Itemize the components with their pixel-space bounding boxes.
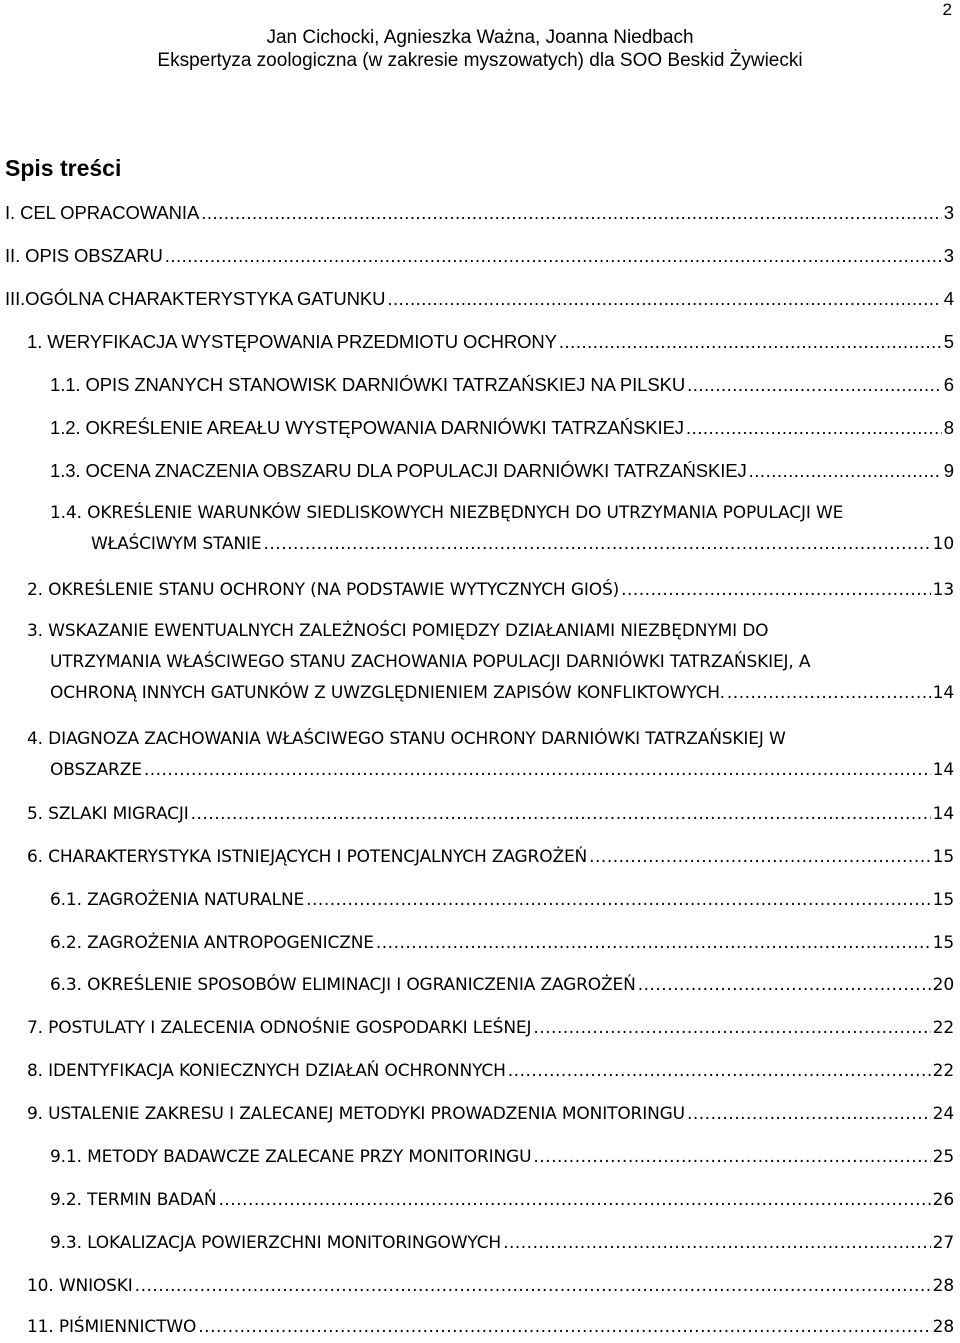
toc-entry-page: 4: [943, 288, 954, 309]
toc-leader-dots: [559, 326, 942, 357]
toc-entry-page: 22: [932, 1061, 954, 1081]
toc-entry-page: 13: [932, 580, 954, 600]
document-header: [0, 26, 960, 72]
toc-entry[interactable]: [27, 326, 954, 357]
header-authors: Jan Cichocki, Agnieszka Ważna, Joanna Niedbach: [266, 27, 694, 48]
toc-entry-page: 15: [932, 890, 954, 910]
toc-entry-page: 25: [932, 1147, 954, 1167]
toc-entry[interactable]: [5, 197, 954, 228]
toc-entry[interactable]: [27, 1271, 954, 1302]
toc-entry-page: 3: [943, 202, 954, 223]
toc-leader-dots: [749, 455, 942, 486]
toc-entry-text: 6.3. OKREŚLENIE SPOSOBÓW ELIMINACJI I OGRANICZENIA ZAGROŻEŃ: [50, 975, 636, 995]
header-title: Ekspertyza zoologiczna (w zakresie myszowatych) dla SOO Beskid Żywiecki: [157, 50, 803, 71]
toc-leader-dots: [727, 678, 931, 709]
toc-entry-page: 24: [932, 1104, 954, 1124]
toc-entry-text: 8. IDENTYFIKACJA KONIECZNYCH DZIAŁAŃ OCHRONNYCH: [27, 1061, 506, 1081]
toc-leader-dots: [191, 799, 931, 830]
toc-entry[interactable]: [50, 1185, 954, 1216]
toc-entry-text-line1: 3. WSKAZANIE EWENTUALNYCH ZALEŻNOŚCI POMIĘDZY DZIAŁANIAMI NIEZBĘDNYMI DO: [27, 621, 769, 641]
toc-entry[interactable]: [27, 1312, 954, 1343]
toc-entry-text: 1. WERYFIKACJA WYSTĘPOWANIA PRZEDMIOTU OCHRONY: [27, 331, 557, 352]
toc-leader-dots: [306, 885, 931, 916]
toc-entry-text-line1: 1.4. OKREŚLENIE WARUNKÓW SIEDLISKOWYCH NIEZBĘDNYCH DO UTRZYMANIA POPULACJI WE: [50, 503, 844, 523]
toc-leader-dots: [533, 1142, 930, 1173]
toc-entry[interactable]: [50, 498, 954, 560]
toc-entry-text: 9.3. LOKALIZACJA POWIERZCHNI MONITORINGOWYCH: [50, 1233, 502, 1253]
toc-entry-text: 6.1. ZAGROŻENIA NATURALNE: [50, 890, 305, 910]
toc-entry-text-line2: UTRZYMANIA WŁAŚCIWEGO STANU ZACHOWANIA POPULACJI DARNIÓWKI TATRZAŃSKIEJ, A: [50, 652, 811, 672]
toc-entry[interactable]: [50, 970, 954, 1001]
toc-leader-dots: [201, 197, 942, 228]
toc-entry[interactable]: [50, 885, 954, 916]
toc-entry-page: 26: [932, 1190, 954, 1210]
toc-entry[interactable]: [27, 575, 954, 606]
page-number: 2: [942, 0, 952, 19]
toc-entry-text: 7. POSTULATY I ZALECENIA ODNOŚNIE GOSPODARKI LEŚNEJ: [27, 1018, 532, 1038]
toc-entry-page: 15: [932, 933, 954, 953]
toc-entry-page: 9: [943, 460, 954, 481]
toc-entry-text: 1.1. OPIS ZNANYCH STANOWISK DARNIÓWKI TATRZAŃSKIEJ NA PILSKU: [50, 374, 686, 395]
toc-leader-dots: [638, 970, 931, 1001]
toc-entry[interactable]: [50, 1142, 954, 1173]
toc-leader-dots: [508, 1056, 931, 1087]
toc-entry-text: OCHRONĄ INNYCH GATUNKÓW Z UWZGLĘDNIENIEM ZAPISÓW KONFLIKTOWYCH.: [50, 683, 725, 703]
toc-entry-text: OBSZARZE: [50, 760, 142, 780]
toc-entry-page: 27: [932, 1233, 954, 1253]
toc-leader-dots: [621, 575, 931, 606]
toc-entry-page: 14: [932, 804, 954, 824]
toc-leader-dots: [687, 1099, 931, 1130]
toc-entry[interactable]: [50, 369, 954, 400]
toc-entry[interactable]: [27, 799, 954, 830]
toc-entry-page: 8: [943, 417, 954, 438]
toc-entry[interactable]: [27, 842, 954, 873]
toc-leader-dots: [376, 928, 931, 959]
toc-entry[interactable]: [50, 455, 954, 486]
toc-entry-page: 14: [932, 760, 954, 780]
toc-entry-text: 5. SZLAKI MIGRACJI: [27, 804, 189, 824]
toc-entry-text: WŁAŚCIWYM STANIE: [91, 534, 262, 554]
toc-entry[interactable]: [27, 616, 954, 709]
toc-leader-dots: [533, 1013, 930, 1044]
toc-entry-text: 6. CHARAKTERYSTYKA ISTNIEJĄCYCH I POTENCJALNYCH ZAGROŻEŃ: [27, 847, 588, 867]
toc-entry-text: II. OPIS OBSZARU: [5, 245, 163, 266]
toc-entry-text: 9.2. TERMIN BADAŃ: [50, 1190, 217, 1210]
toc-leader-dots: [687, 369, 942, 400]
toc-entry-text: 10. WNIOSKI: [27, 1276, 133, 1296]
toc-entry[interactable]: [50, 928, 954, 959]
toc-entry[interactable]: [50, 412, 954, 443]
toc-leader-dots: [135, 1271, 931, 1302]
toc-entry[interactable]: [27, 1056, 954, 1087]
toc-entry[interactable]: [27, 1099, 954, 1130]
toc-entry-page: 15: [932, 847, 954, 867]
toc-entry-text: 2. OKREŚLENIE STANU OCHRONY (NA PODSTAWIE WYTYCZNYCH GIOŚ): [27, 580, 620, 600]
toc-entry-text-line1: 4. DIAGNOZA ZACHOWANIA WŁAŚCIWEGO STANU OCHRONY DARNIÓWKI TATRZAŃSKIEJ W: [27, 729, 786, 749]
toc-leader-dots: [686, 412, 942, 443]
toc-leader-dots: [589, 842, 931, 873]
toc-leader-dots: [387, 283, 941, 314]
toc-entry-text: III.OGÓLNA CHARAKTERYSTYKA GATUNKU: [5, 288, 386, 309]
toc-entry-text: 1.3. OCENA ZNACZENIA OBSZARU DLA POPULACJI DARNIÓWKI TATRZAŃSKIEJ: [50, 460, 747, 481]
toc-entry-page: 3: [943, 245, 954, 266]
toc-entry[interactable]: [5, 283, 954, 314]
toc-leader-dots: [264, 529, 931, 560]
toc-leader-dots: [503, 1228, 931, 1259]
toc-entry-text: 6.2. ZAGROŻENIA ANTROPOGENICZNE: [50, 933, 374, 953]
toc-entry-page: 28: [932, 1276, 954, 1296]
toc-entry-page: 10: [932, 534, 954, 554]
toc-entry[interactable]: [27, 1013, 954, 1044]
toc-entry-page: 6: [943, 374, 954, 395]
toc-entry[interactable]: [27, 724, 954, 786]
toc-leader-dots: [144, 755, 931, 786]
toc-entry-text: 11. PIŚMIENNICTWO: [27, 1317, 197, 1337]
toc-entry-page: 20: [932, 975, 954, 995]
toc-entry-page: 5: [943, 331, 954, 352]
toc-entry[interactable]: [50, 1228, 954, 1259]
toc-entry-page: 14: [932, 683, 954, 703]
toc-entry-text: 9.1. METODY BADAWCZE ZALECANE PRZY MONITORINGU: [50, 1147, 532, 1167]
toc-entry-text: 9. USTALENIE ZAKRESU I ZALECANEJ METODYKI PROWADZENIA MONITORINGU: [27, 1104, 685, 1124]
toc-entry[interactable]: [5, 240, 954, 271]
toc-leader-dots: [165, 240, 942, 271]
toc-entry-text: I. CEL OPRACOWANIA: [5, 202, 200, 223]
toc-title: Spis treści: [5, 155, 122, 181]
toc-entry-page: 22: [932, 1018, 954, 1038]
toc-leader-dots: [198, 1312, 930, 1343]
toc-leader-dots: [218, 1185, 930, 1216]
toc-entry-text: 1.2. OKREŚLENIE AREAŁU WYSTĘPOWANIA DARNIÓWKI TATRZAŃSKIEJ: [50, 417, 684, 438]
toc-entry-page: 28: [932, 1317, 954, 1337]
